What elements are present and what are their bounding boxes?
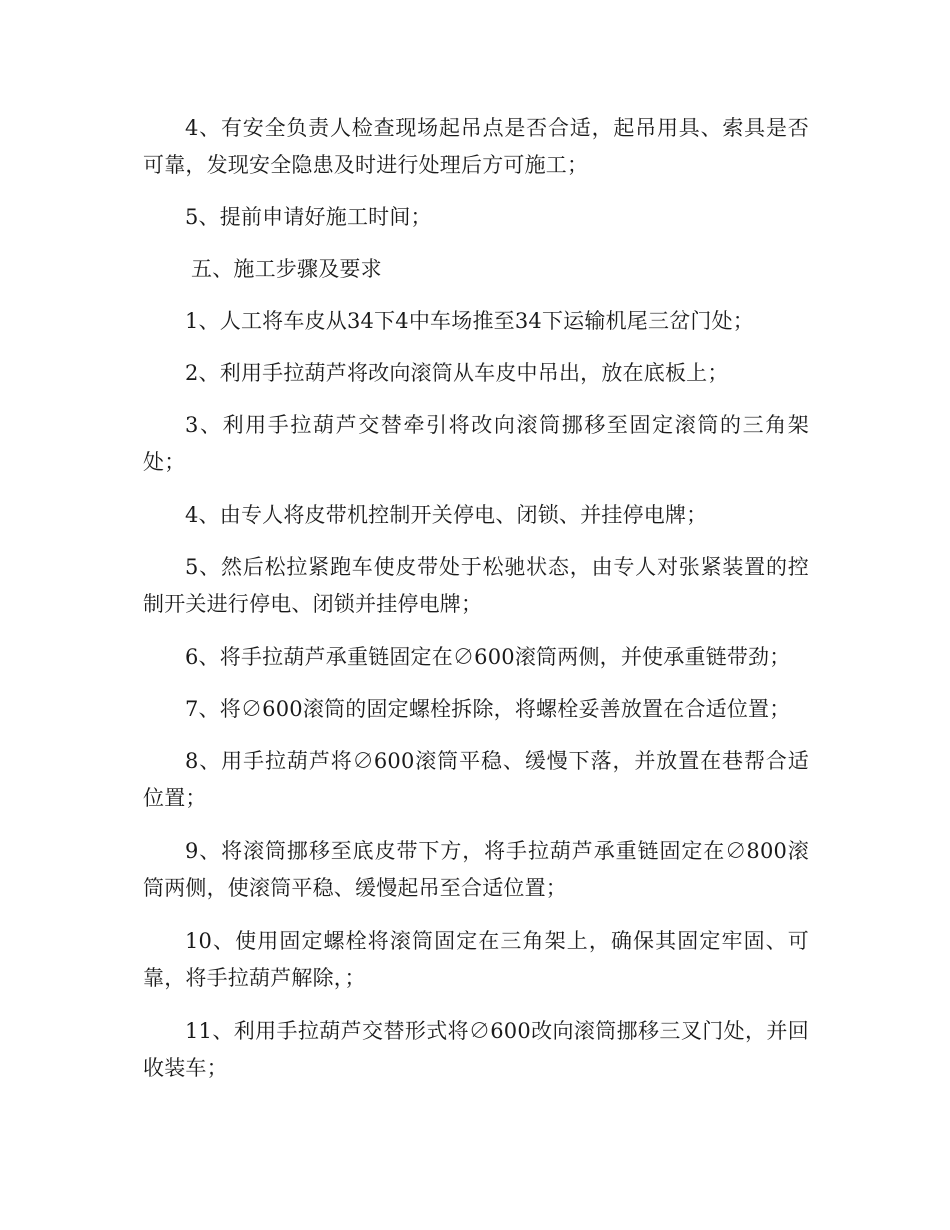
paragraph-step-2: 2、利用手拉葫芦将改向滚筒从车皮中吊出，放在底板上； [185, 361, 729, 385]
paragraph-step-7: 7、将∅600滚筒的固定螺栓拆除，将螺栓妥善放置在合适位置； [185, 697, 791, 721]
paragraph-step-3: 3、利用手拉葫芦交替牵引将改向滚筒挪移至固定滚筒的三角架处； [143, 413, 809, 474]
paragraph-step-9: 9、将滚筒挪移至底皮带下方，将手拉葫芦承重链固定在∅800滚筒两侧，使滚筒平稳、缓慢起吊至合适位置； [143, 839, 809, 900]
paragraph-step-11: 11、利用手拉葫芦交替形式将∅600改向滚筒挪移三叉门处，并回收装车； [143, 1019, 809, 1080]
paragraph-step-4-safety-check: 4、有安全负责人检查现场起吊点是否合适，起吊用具、索具是否可靠，发现安全隐患及时进行处理后方可施工； [143, 116, 809, 177]
section-heading-construction-steps: 五、施工步骤及要求 [191, 257, 382, 281]
paragraph-step-6: 6、将手拉葫芦承重链固定在∅600滚筒两侧，并使承重链带劲； [185, 645, 791, 669]
paragraph-step-10: 10、使用固定螺栓将滚筒固定在三角架上，确保其固定牢固、可靠，将手拉葫芦解除，； [143, 929, 809, 990]
paragraph-step-5: 5、然后松拉紧跑车使皮带处于松驰状态，由专人对张紧装置的控制开关进行停电、闭锁并挂停电牌； [143, 555, 809, 616]
paragraph-step-1: 1、人工将车皮从34下4中车场推至34下运输机尾三岔门处； [185, 309, 754, 333]
paragraph-step-8: 8、用手拉葫芦将∅600滚筒平稳、缓慢下落，并放置在巷帮合适位置； [143, 749, 809, 810]
paragraph-step-5-schedule: 5、提前申请好施工时间； [185, 205, 432, 229]
paragraph-step-4: 4、由专人将皮带机控制开关停电、闭锁、并挂停电牌； [185, 503, 708, 527]
